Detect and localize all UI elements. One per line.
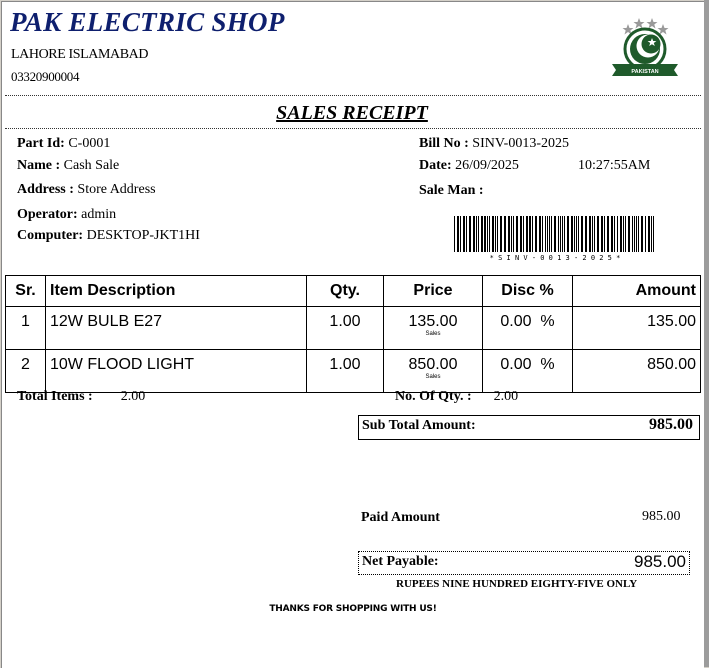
total-items-value: 2.00 bbox=[120, 389, 146, 404]
thanks-message: THANKS FOR SHOPPING WITH US! bbox=[269, 604, 437, 614]
address-row bbox=[17, 182, 156, 198]
operator-row bbox=[17, 207, 116, 223]
shop-phone: 03320900004 bbox=[11, 69, 80, 84]
receipt-page bbox=[1, 1, 704, 668]
row-disc-unit: % bbox=[540, 313, 555, 330]
subtotal-label: Sub Total Amount: bbox=[362, 418, 476, 433]
row-disc: 0.00 bbox=[500, 313, 532, 330]
row-price: 135.00 bbox=[408, 313, 458, 330]
barcode-text: * S I N V - 0 0 1 3 - 2 0 2 5 * bbox=[489, 254, 621, 262]
date-label: Date: bbox=[419, 158, 452, 173]
no-of-qty-row bbox=[395, 389, 518, 405]
row-disc-unit: % bbox=[540, 356, 555, 373]
row-disc-cell bbox=[483, 307, 573, 350]
table-header-row bbox=[6, 276, 701, 307]
computer-label: Computer: bbox=[17, 228, 84, 243]
col-disc: Disc % bbox=[483, 276, 573, 307]
net-payable-box bbox=[358, 551, 690, 575]
name-row bbox=[17, 158, 119, 174]
operator-label: Operator: bbox=[17, 207, 78, 222]
name-label: Name : bbox=[17, 158, 61, 173]
row-qty: 1.00 bbox=[307, 350, 384, 393]
subtotal-value: 985.00 bbox=[649, 416, 693, 433]
row-desc: 12W BULB E27 bbox=[46, 307, 307, 350]
time-value: 10:27:55AM bbox=[578, 158, 651, 173]
subtotal-box bbox=[358, 415, 700, 440]
bill-no-value: SINV-0013-2025 bbox=[472, 136, 569, 151]
bill-barcode bbox=[452, 216, 658, 262]
window-edge-shadow bbox=[704, 0, 709, 667]
table-row bbox=[6, 307, 701, 350]
paid-amount-label: Paid Amount bbox=[361, 510, 440, 525]
paid-amount-value: 985.00 bbox=[642, 509, 681, 524]
address-value: Store Address bbox=[77, 182, 156, 197]
row-disc-cell bbox=[483, 350, 573, 393]
date-value: 26/09/2025 bbox=[455, 158, 519, 173]
items-table bbox=[5, 275, 701, 393]
col-amount: Amount bbox=[573, 276, 701, 307]
row-sr: 1 bbox=[6, 307, 46, 350]
row-qty: 1.00 bbox=[307, 307, 384, 350]
part-id-label: Part Id: bbox=[17, 136, 65, 151]
row-price-cell bbox=[384, 307, 483, 350]
row-amount: 135.00 bbox=[573, 307, 701, 350]
net-payable-value: 985.00 bbox=[634, 552, 686, 571]
net-payable-label: Net Payable: bbox=[362, 554, 439, 569]
row-amount: 850.00 bbox=[573, 350, 701, 393]
total-items-label: Total Items : bbox=[17, 389, 93, 404]
name-value: Cash Sale bbox=[63, 158, 120, 173]
date-row bbox=[419, 158, 519, 174]
part-id-row bbox=[17, 136, 110, 152]
row-sr: 2 bbox=[6, 350, 46, 393]
col-sr: Sr. bbox=[6, 276, 46, 307]
part-id-value: C-0001 bbox=[68, 136, 111, 151]
qty-value: 2.00 bbox=[493, 389, 519, 404]
shop-name: PAK ELECTRIC SHOP bbox=[10, 7, 285, 37]
computer-row bbox=[17, 228, 200, 244]
computer-value: DESKTOP-JKT1HI bbox=[86, 228, 200, 243]
pakistan-emblem-logo bbox=[608, 14, 682, 80]
operator-value: admin bbox=[81, 207, 117, 222]
row-price: 850.00 bbox=[408, 356, 458, 373]
col-price: Price bbox=[384, 276, 483, 307]
row-desc: 10W FLOOD LIGHT bbox=[46, 350, 307, 393]
row-price-cell bbox=[384, 350, 483, 393]
bill-no-row bbox=[419, 136, 569, 152]
col-desc: Item Description bbox=[46, 276, 307, 307]
qty-label: No. Of Qty. : bbox=[395, 389, 472, 404]
shop-address: LAHORE ISLAMABAD bbox=[11, 47, 149, 62]
total-items-row bbox=[17, 389, 145, 405]
col-qty: Qty. bbox=[307, 276, 384, 307]
receipt-title: SALES RECEIPT bbox=[276, 102, 428, 124]
row-price-tag: Sales bbox=[425, 331, 441, 337]
table-row bbox=[6, 350, 701, 393]
saleman-label: Sale Man : bbox=[419, 183, 484, 198]
title-divider bbox=[5, 128, 701, 129]
bill-no-label: Bill No : bbox=[419, 136, 469, 151]
header-divider bbox=[5, 95, 701, 96]
amount-in-words: RUPEES NINE HUNDRED EIGHTY-FIVE ONLY bbox=[396, 578, 638, 590]
row-price-tag: Sales bbox=[425, 374, 441, 380]
logo-text: PAKISTAN bbox=[631, 69, 659, 75]
address-label: Address : bbox=[17, 182, 74, 197]
row-disc: 0.00 bbox=[500, 356, 532, 373]
